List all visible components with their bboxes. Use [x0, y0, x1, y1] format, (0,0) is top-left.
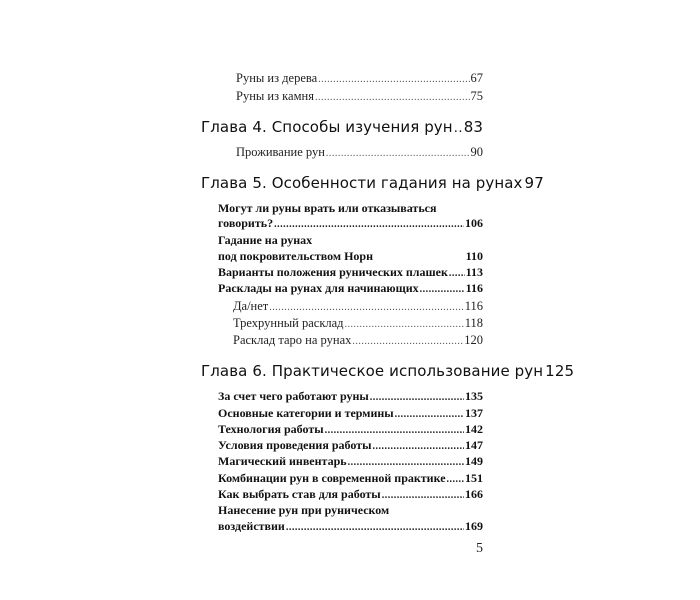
dot-leader: [315, 92, 470, 103]
chapter-heading: [201, 118, 483, 136]
toc-entry-label: Условия проведения работы: [218, 438, 372, 452]
toc-entry: [218, 281, 483, 296]
toc-entry: [218, 249, 483, 264]
dot-leader: [449, 268, 465, 279]
toc-entry: [218, 406, 483, 421]
toc-entry-label: Магический инвентарь: [218, 454, 347, 468]
toc-entry-page: 135: [465, 389, 483, 403]
toc-entry-page: 166: [465, 487, 483, 501]
dot-leader: [269, 302, 463, 313]
toc-entry: [236, 71, 483, 86]
toc-entry-page: 142: [465, 422, 483, 436]
dot-leader: [348, 457, 464, 468]
toc-entry-label: Технология работы: [218, 422, 324, 436]
dot-leader: [420, 284, 465, 295]
chapter-heading: [201, 362, 575, 380]
toc-entry-label: Расклады на рунах для начинающих: [218, 281, 419, 295]
toc-entry: [218, 216, 483, 231]
toc-entry: [236, 89, 483, 104]
dot-leader: [370, 392, 464, 403]
toc-entry-label: Как выбрать став для работы: [218, 487, 381, 501]
toc-entry-page: 149: [465, 454, 483, 468]
toc-entry-label: под покровительством Норн: [218, 249, 374, 263]
toc-entry-label-line1: Могут ли руны врать или отказываться: [218, 201, 437, 215]
dot-leader: [318, 74, 469, 85]
toc-entry-page: 147: [465, 438, 483, 452]
toc-entry-label-line1: Гадание на рунах: [218, 233, 313, 247]
toc-entry-label: Расклад таро на рунах: [233, 333, 352, 347]
chapter-page: 83: [463, 118, 483, 136]
toc-entry-page: 90: [470, 145, 483, 159]
toc-entry-label: воздействии: [218, 519, 285, 533]
toc-entry-page: 120: [464, 333, 483, 347]
dot-leader: [382, 490, 464, 501]
toc-entry-label: Основные категории и термины: [218, 406, 394, 420]
toc-entry: [218, 389, 483, 404]
toc-entry-page: 106: [465, 216, 483, 230]
toc-entry-label: говорить?: [218, 216, 274, 230]
toc-entry-label: Трехрунный расклад: [233, 316, 344, 330]
dot-leader: [326, 148, 470, 159]
chapter-title: Глава 6. Практическое использование рун: [201, 362, 544, 380]
toc-entry-page: 113: [465, 265, 483, 279]
toc-entry-page: 137: [465, 406, 483, 420]
toc-entry-page: 118: [464, 316, 483, 330]
chapter-title: Глава 4. Способы изучения рун: [201, 118, 453, 136]
toc-entry-page: 151: [465, 471, 483, 485]
dot-leader: [345, 319, 464, 330]
toc-entry-page: 67: [470, 71, 483, 85]
toc-entry-label: Да/нет: [233, 299, 269, 313]
dot-leader: [447, 474, 464, 485]
dot-leader: [286, 522, 464, 533]
toc-entry-page: 116: [465, 281, 483, 295]
toc-entry: [233, 299, 483, 314]
toc-entry: [218, 438, 483, 453]
chapter-page: 97: [524, 174, 544, 192]
toc-entry-label-line1: Нанесение рун при руническом: [218, 503, 390, 517]
toc-entry-page: 75: [470, 89, 483, 103]
dot-leader: [372, 441, 464, 452]
toc-entry: [236, 145, 483, 160]
chapter-title: Глава 5. Особенности гадания на рунах: [201, 174, 523, 192]
dot-leader: [454, 121, 463, 136]
dot-leader: [325, 425, 464, 436]
toc-entry: [233, 333, 483, 348]
dot-leader: [352, 336, 463, 347]
toc-entry-label: Проживание рун: [236, 145, 325, 159]
toc-entry: [218, 519, 483, 534]
toc-entry: [218, 265, 483, 280]
page-number: 5: [476, 541, 483, 556]
toc-entry: [218, 487, 483, 502]
dot-leader: [395, 409, 464, 420]
toc-entry: [218, 422, 483, 437]
toc-entry-label: За счет чего работают руны: [218, 389, 369, 403]
dot-leader: [274, 219, 464, 230]
toc-entry: [233, 316, 483, 331]
toc-entry-label: Варианты положения рунических плашек: [218, 265, 448, 279]
toc-entry-label: Руны из дерева: [236, 71, 318, 85]
chapter-heading: [201, 174, 544, 192]
toc-entry-label: Комбинации рун в современной практике: [218, 471, 446, 485]
toc-entry: [218, 454, 483, 469]
toc-entry-page: 110: [465, 249, 483, 263]
toc-entry-page: 116: [464, 299, 483, 313]
chapter-page: 125: [545, 362, 575, 380]
toc-entry-page: 169: [465, 519, 483, 533]
toc-entry: [218, 471, 483, 486]
toc-entry-label: Руны из камня: [236, 89, 314, 103]
